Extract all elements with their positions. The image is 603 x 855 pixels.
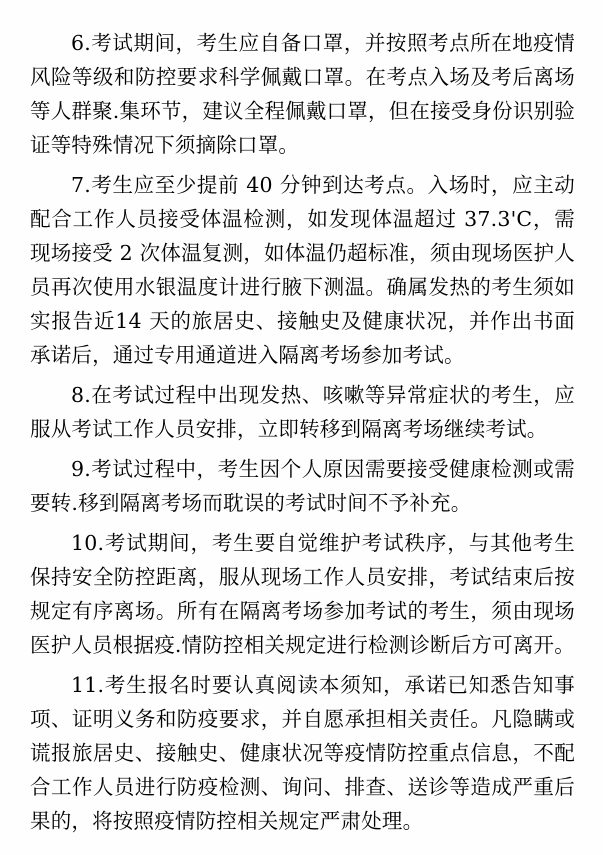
paragraph-10: 10.考试期间，考生要自觉维护考试秩序，与其他考生保持安全防控距离，服从现场工作人员安排，考试结束后按规定有序离场。所有在隔离考场参加考试的考生，须由现场医护人员根据疫.情防控相关规定进行检测诊断后方可离开。 bbox=[30, 531, 575, 657]
paragraph-8: 8.在考试过程中出现发热、咳嗽等异常症状的考生，应服从考试工作人员安排，立即转移到隔离考场继续考试。 bbox=[30, 383, 575, 441]
paragraph-7: 7.考生应至少提前 40 分钟到达考点。入场时，应主动配合工作人员接受体温检测，如发现体温超过 37.3'C，需现场接受 2 次体温复测，如体温仍超标准，须由现场医护人员再次使用水银温度计进行腋下测温。确属发热的考生须如实报告近14 天的旅居史、接触史及健康状况，并作出书面承诺后，通过专用通道进入隔离考场参加考试。 bbox=[30, 173, 575, 367]
paragraph-11: 11.考生报名时要认真阅读本须知，承诺已知悉告知事项、证明义务和防疫要求，并自愿承担相关责任。凡隐瞒或谎报旅居史、接触史、健康状况等疫情防控重点信息，不配合工作人员进行防疫检测、询问、排查、送诊等造成严重后果的，将按照疫情防控相关规定严肃处理。 bbox=[30, 673, 575, 833]
document-body bbox=[30, 26, 575, 838]
paragraph-6: 6.考试期间，考生应自备口罩，并按照考点所在地疫情风险等级和防控要求科学佩戴口罩。在考点入场及考后离场等人群聚.集环节，建议全程佩戴口罩，但在接受身份识别验证等特殊情况下须摘除口罩。 bbox=[30, 31, 575, 157]
paragraph-9: 9.考试过程中，考生因个人原因需要接受健康检测或需要转.移到隔离考场而耽误的考试时间不予补充。 bbox=[30, 457, 575, 515]
